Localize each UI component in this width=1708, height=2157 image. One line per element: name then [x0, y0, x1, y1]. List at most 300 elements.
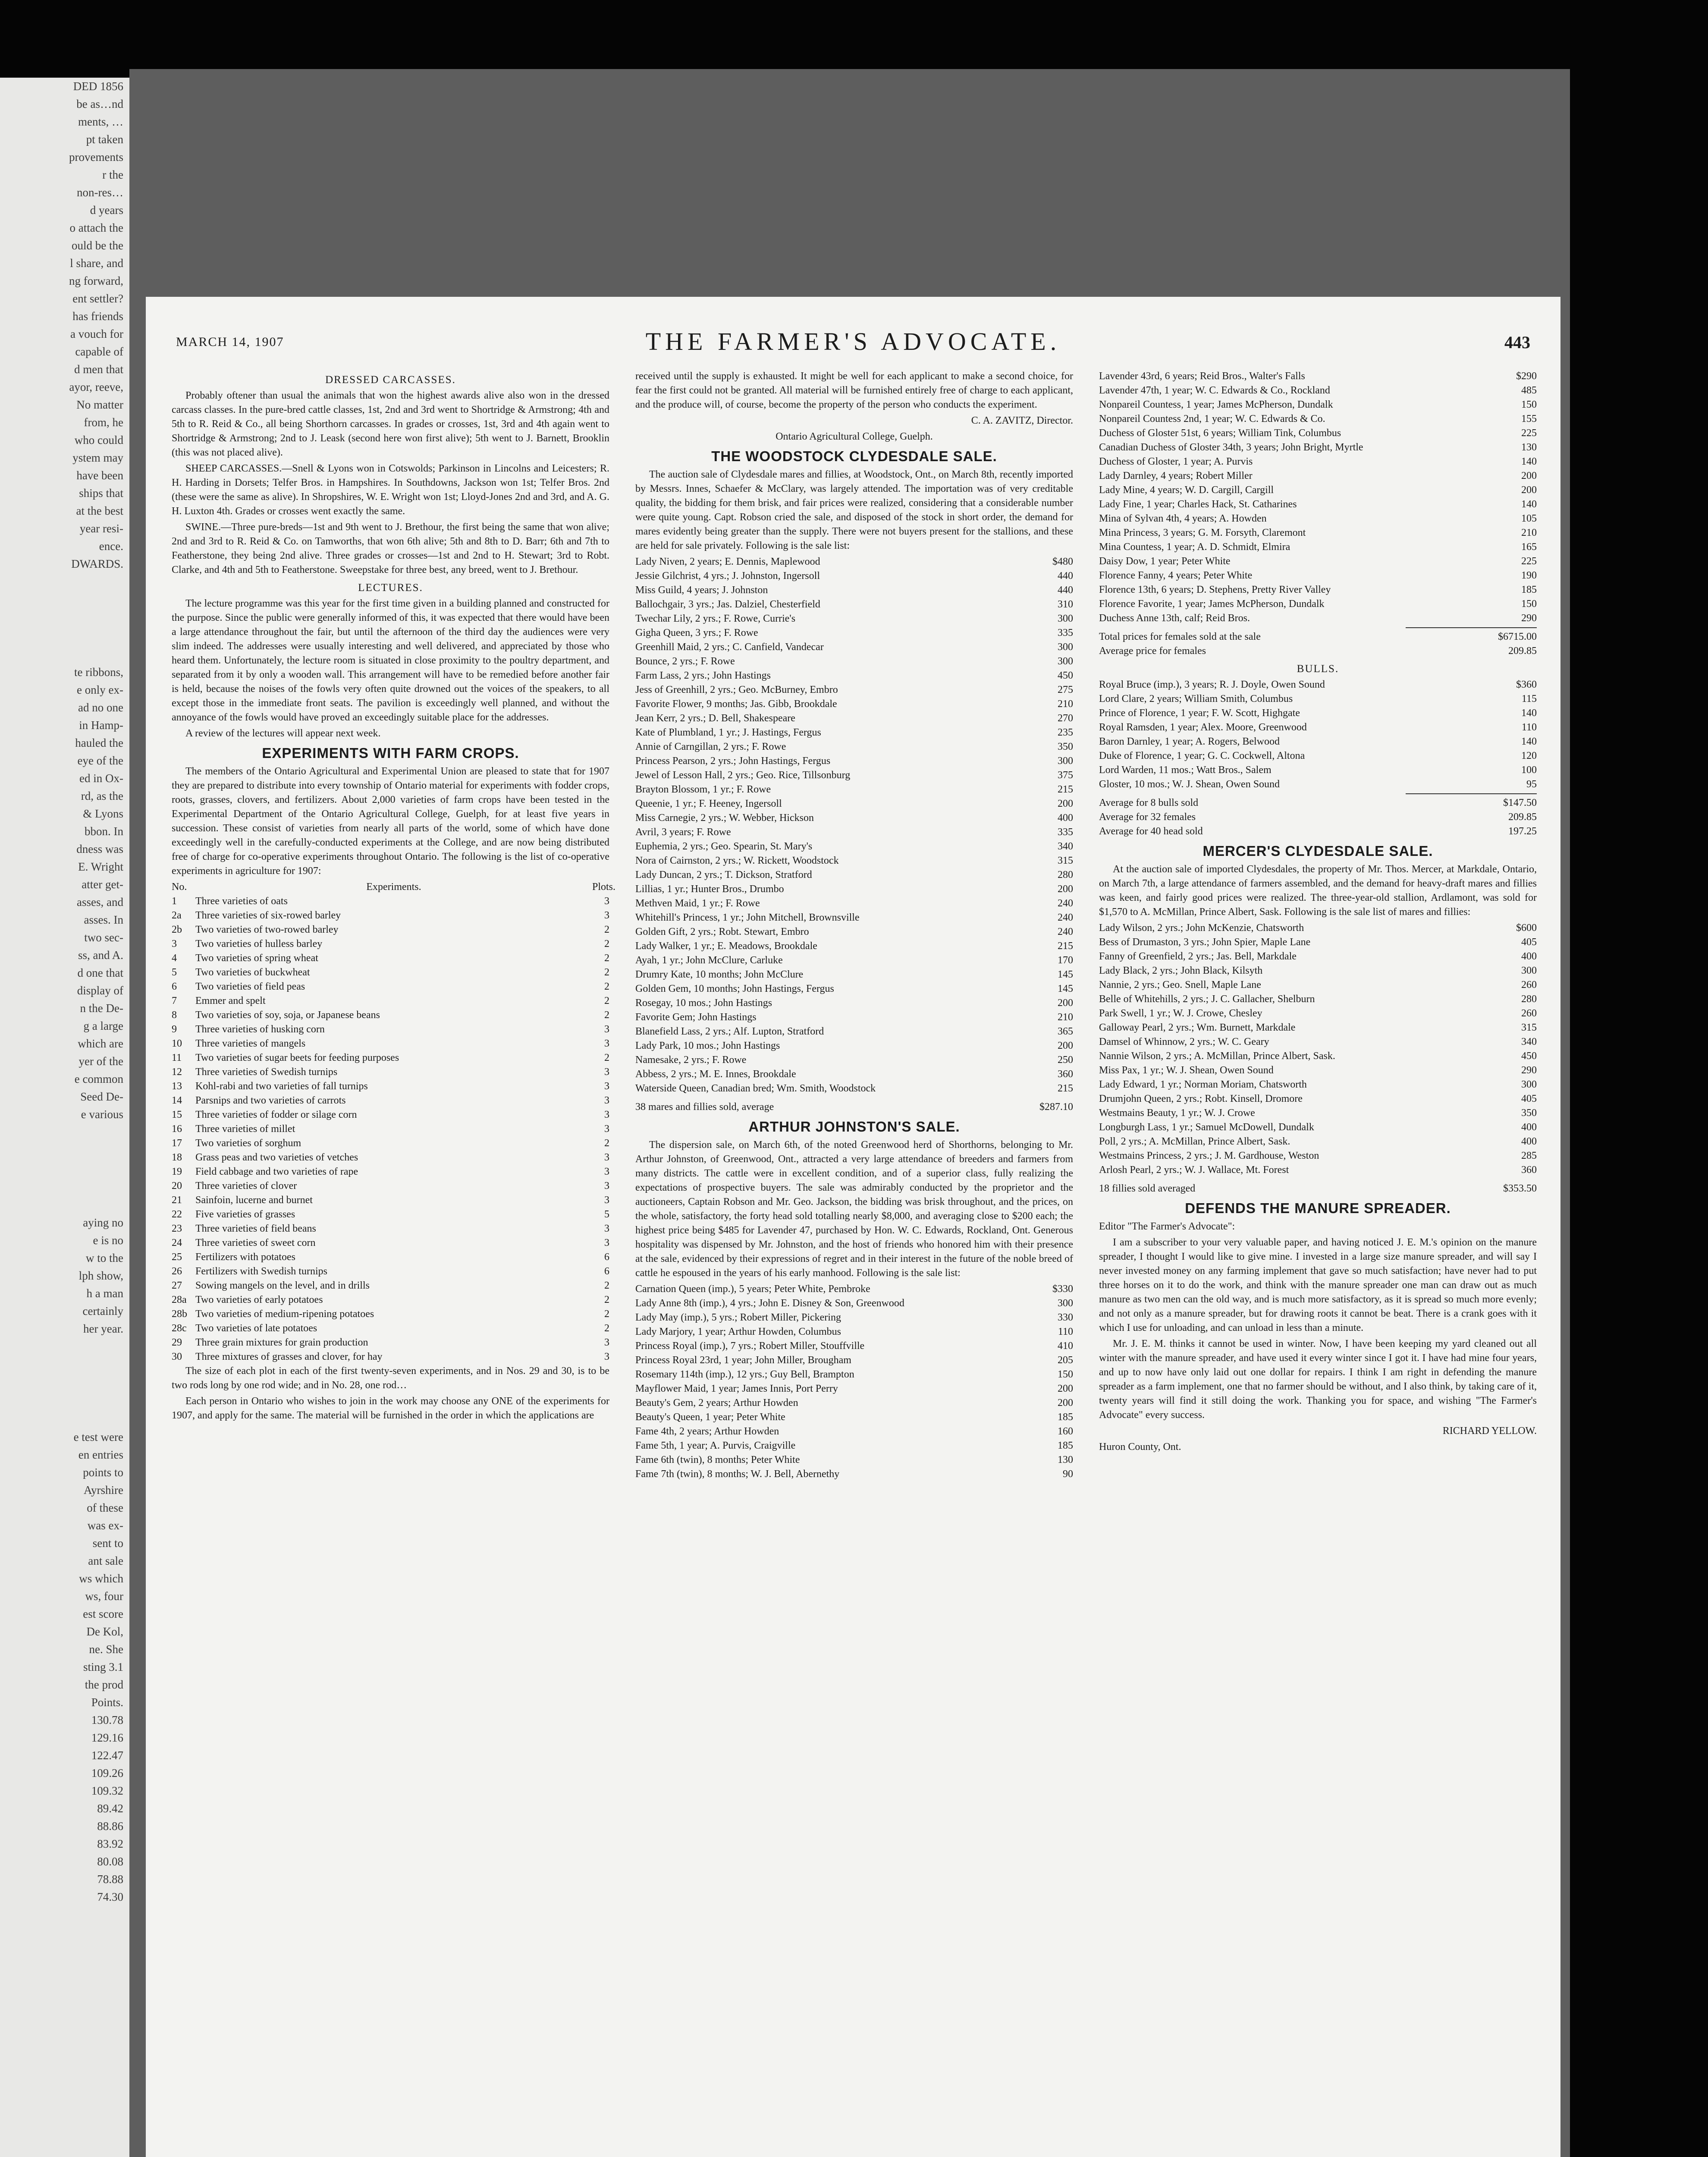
- adjacent-page-line: en entries: [78, 1448, 123, 1461]
- entry-price: 280: [1521, 994, 1537, 1005]
- entry-description: Duchess Anne 13th, calf; Reid Bros.: [1099, 613, 1250, 624]
- experiment-plots: 2: [604, 924, 609, 935]
- experiment-name: Two varieties of field peas: [195, 981, 305, 992]
- section-title-dressed-carcasses: DRESSED CARCASSES.: [325, 374, 456, 386]
- adjacent-page-line: ws which: [79, 1572, 123, 1585]
- experiment-row: [172, 1037, 609, 1051]
- sale-entry: [635, 583, 1073, 597]
- entry-price: 215: [1058, 784, 1073, 795]
- article-title-woodstock-sale: THE WOODSTOCK CLYDESDALE SALE.: [711, 448, 997, 464]
- entry-price: 200: [1058, 1383, 1073, 1394]
- experiment-row: [172, 1293, 609, 1307]
- average-line: [1099, 824, 1537, 839]
- experiment-row: [172, 1222, 609, 1236]
- experiment-row: [172, 1264, 609, 1279]
- entry-description: Florence 13th, 6 years; D. Stephens, Pretty River Valley: [1099, 584, 1331, 595]
- entry-description: Lady Niven, 2 years; E. Dennis, Maplewood: [635, 556, 820, 567]
- sale-entry: [635, 783, 1073, 797]
- sale-entry: [1099, 921, 1537, 935]
- entry-price: 200: [1521, 484, 1537, 496]
- sale-entry: [635, 1396, 1073, 1410]
- entry-description: Canadian Duchess of Gloster 34th, 3 years; John Bright, Myrtle: [1099, 442, 1363, 453]
- sale-entry: [1099, 1135, 1537, 1149]
- experiment-row: [172, 1165, 609, 1179]
- experiment-number: 28a: [172, 1294, 187, 1305]
- adjacent-page-line: asses, and: [77, 896, 123, 909]
- paragraph-continued: received until the supply is exhausted. It might be well for each applicant to make a second choice, for fear the first could not be granted. All material will be furnished entirely free of charge to each applicant, and the produce will, of course, become the property of the person who conducts the experiment.: [635, 371, 1073, 410]
- entry-price: 300: [1058, 613, 1073, 624]
- experiment-number: 12: [172, 1066, 182, 1078]
- experiment-name: Emmer and spelt: [195, 995, 266, 1006]
- experiment-number: 29: [172, 1337, 182, 1348]
- sale-entry: [635, 569, 1073, 583]
- sale-entry: [635, 1439, 1073, 1453]
- adjacent-page-line: eye of the: [77, 754, 123, 767]
- experiment-number: 6: [172, 981, 177, 992]
- entry-description: Gigha Queen, 3 yrs.; F. Rowe: [635, 627, 758, 638]
- entry-price: 185: [1521, 584, 1537, 595]
- sale-entry: [635, 1039, 1073, 1053]
- adjacent-page-line: lph show,: [78, 1269, 123, 1282]
- sale-entry: [1099, 569, 1537, 583]
- sale-entry: [635, 1067, 1073, 1082]
- adjacent-page-line: 74.30: [97, 1890, 123, 1903]
- experiment-plots: 3: [604, 1152, 609, 1163]
- entry-description: Lady May (imp.), 5 yrs.; Robert Miller, Pickering: [635, 1312, 841, 1323]
- entry-description: Royal Ramsden, 1 year; Alex. Moore, Greenwood: [1099, 722, 1307, 733]
- entry-description: Florence Fanny, 4 years; Peter White: [1099, 570, 1253, 581]
- entry-description: Total prices for females sold at the sale: [1099, 631, 1261, 642]
- entry-price: 130: [1058, 1454, 1073, 1465]
- column-middle: [635, 369, 1073, 1481]
- experiment-name: Two varieties of sugar beets for feeding purposes: [195, 1052, 399, 1063]
- adjacent-page-line: pt taken: [86, 133, 123, 146]
- entry-price: 210: [1521, 527, 1537, 538]
- entry-price: 110: [1058, 1326, 1073, 1337]
- sale-entry: [1099, 749, 1537, 763]
- experiment-row: [172, 1094, 609, 1108]
- entry-price: 100: [1521, 764, 1537, 776]
- signature-place: Ontario Agricultural College, Guelph.: [776, 431, 933, 442]
- entry-description: Westmains Beauty, 1 yr.; W. J. Crowe: [1099, 1107, 1255, 1119]
- adjacent-page-line: has friends: [72, 310, 123, 323]
- entry-price: 200: [1058, 997, 1073, 1009]
- paragraph: The auction sale of Clydesdale mares and fillies, at Woodstock, Ont., on March 8th, recently imported by Messrs. Innes, Schaefer & McClary, was largely attended. The importation was of very creditable quality, the bidding for them brisk, and fair prices were realized, considering that a considerable number were quite young. Capt. Robson cried the sale, and disposed of the stock in short order, the demand for mares evidently being greater than the supply. There were not buyers present for the stallions, and these are held for sale privately. Following is the sale list:: [635, 469, 1073, 551]
- sale-entry: [635, 996, 1073, 1010]
- entry-price: $600: [1516, 922, 1537, 934]
- entry-price: 150: [1521, 399, 1537, 410]
- entry-price: 340: [1521, 1036, 1537, 1047]
- entry-description: Miss Carnegie, 2 yrs.; W. Webber, Hickson: [635, 812, 814, 824]
- adjacent-page-line: asses. In: [84, 913, 123, 926]
- entry-description: Fame 7th (twin), 8 months; W. J. Bell, Abernethy: [635, 1468, 840, 1480]
- sale-entry: [1099, 706, 1537, 720]
- adjacent-page-strip: [0, 78, 129, 2157]
- sale-entry: [635, 768, 1073, 783]
- adjacent-page-line: r the: [102, 168, 123, 181]
- adjacent-page-line: ne. She: [89, 1643, 123, 1656]
- sale-entry: [1099, 426, 1537, 440]
- entry-price: 90: [1063, 1468, 1073, 1480]
- entry-description: Average price for females: [1099, 645, 1206, 657]
- entry-description: Lavender 43rd, 6 years; Reid Bros., Walter's Falls: [1099, 371, 1305, 382]
- adjacent-page-line: ant sale: [88, 1554, 123, 1567]
- entry-description: Prince of Florence, 1 year; F. W. Scott, Highgate: [1099, 707, 1300, 719]
- entry-price: 315: [1521, 1022, 1537, 1033]
- experiment-plots: 2: [604, 967, 609, 978]
- sale-entry: [1099, 483, 1537, 497]
- experiment-plots: 3: [604, 1351, 609, 1362]
- section-title-bulls: BULLS.: [1297, 663, 1339, 675]
- experiment-name: Parsnips and two varieties of carrots: [195, 1095, 346, 1106]
- adjacent-page-line: te ribbons,: [74, 666, 123, 679]
- entry-price: 360: [1058, 1069, 1073, 1080]
- entry-price: 400: [1521, 1136, 1537, 1147]
- sale-entry: [635, 1025, 1073, 1039]
- entry-price: 200: [1058, 884, 1073, 895]
- total-value: $353.50: [1503, 1183, 1537, 1194]
- experiment-row: [172, 1279, 609, 1293]
- entry-description: Florence Favorite, 1 year; James McPherson, Dundalk: [1099, 598, 1325, 610]
- experiment-name: Three varieties of six-rowed barley: [195, 910, 341, 921]
- experiment-number: 16: [172, 1123, 182, 1135]
- experiment-row: [172, 1022, 609, 1037]
- experiment-number: 22: [172, 1209, 182, 1220]
- experiment-name: Fertilizers with Swedish turnips: [195, 1266, 327, 1277]
- entry-description: Nannie, 2 yrs.; Geo. Snell, Maple Lane: [1099, 979, 1261, 990]
- entry-description: Nora of Cairnston, 2 yrs.; W. Rickett, Woodstock: [635, 855, 839, 866]
- sale-entry: [635, 726, 1073, 740]
- adjacent-page-line: capable of: [75, 345, 123, 358]
- experiment-row: [172, 1207, 609, 1222]
- johnston-sale-list: [635, 1282, 1073, 1481]
- experiment-name: Two varieties of soy, soja, or Japanese beans: [195, 1009, 380, 1021]
- entry-price: 400: [1521, 951, 1537, 962]
- adjacent-page-line: have been: [76, 469, 123, 482]
- entry-description: Lord Warden, 11 mos.; Watt Bros., Salem: [1099, 764, 1272, 776]
- entry-price: 200: [1058, 1397, 1073, 1409]
- experiment-name: Two varieties of sorghum: [195, 1138, 301, 1149]
- paragraph: SHEEP CARCASSES.—Snell & Lyons won in Cotswolds; Parkinson in Lincolns and Leicesters; R. H. Harding in Dorsets; Telfer Bros. in Hampshires. In Southdowns, Jackson won 1st; Telfer Bros. 2nd (these were the same as alive). In Shropshires, W. E. Wright won 1st; Lloyd-Jones 2nd and 3rd, and A. G. H. Luxton 4th. Grades or crosses went exactly the same.: [172, 463, 609, 517]
- adjacent-page-line: w to the: [86, 1251, 123, 1264]
- adjacent-page-line: est score: [83, 1607, 123, 1620]
- entry-description: Longburgh Lass, 1 yr.; Samuel McDowell, Dundalk: [1099, 1122, 1314, 1133]
- adjacent-page-line: two sec-: [84, 931, 123, 944]
- experiment-row: [172, 909, 609, 923]
- bulls-list: [1099, 678, 1537, 792]
- entry-price: 400: [1521, 1122, 1537, 1133]
- entry-description: Waterside Queen, Canadian bred; Wm. Smith, Woodstock: [635, 1083, 876, 1094]
- entry-price: 365: [1058, 1026, 1073, 1037]
- experiment-number: 28c: [172, 1323, 187, 1334]
- sale-entry: [1099, 1006, 1537, 1021]
- entry-price: 270: [1058, 713, 1073, 724]
- sale-entry: [1099, 1106, 1537, 1120]
- adjacent-page-text-lower: [0, 1214, 129, 1338]
- experiment-name: Three varieties of fodder or silage corn: [195, 1109, 357, 1120]
- adjacent-page-line: h a man: [86, 1287, 123, 1300]
- entry-price: $330: [1052, 1283, 1073, 1295]
- sale-entry: [635, 1424, 1073, 1439]
- entry-price: 400: [1058, 812, 1073, 824]
- newspaper-page: [146, 297, 1560, 2157]
- entry-price: 300: [1058, 641, 1073, 653]
- experiment-row: [172, 994, 609, 1008]
- entry-description: Annie of Carngillan, 2 yrs.; F. Rowe: [635, 741, 786, 752]
- sale-entry: [635, 1467, 1073, 1481]
- adjacent-page-line: ayor, reeve,: [69, 380, 123, 393]
- issue-date: MARCH 14, 1907: [176, 335, 284, 349]
- entry-description: Lady Marjory, 1 year; Arthur Howden, Columbus: [635, 1326, 841, 1337]
- entry-price: 200: [1521, 470, 1537, 481]
- entry-description: Average for 40 head sold: [1099, 826, 1203, 837]
- experiment-number: 26: [172, 1266, 182, 1277]
- entry-description: Damsel of Whinnow, 2 yrs.; W. C. Geary: [1099, 1036, 1269, 1047]
- adjacent-page-line: d men that: [74, 363, 123, 376]
- entry-price: 185: [1058, 1440, 1073, 1451]
- sale-entry: [635, 1010, 1073, 1025]
- experiment-number: 1: [172, 896, 177, 907]
- experiment-plots: 3: [604, 1081, 609, 1092]
- entry-description: Princess Royal (imp.), 7 yrs.; Robert Miller, Stouffville: [635, 1340, 865, 1352]
- sale-entry: [1099, 1063, 1537, 1078]
- experiment-name: Two varieties of late potatoes: [195, 1323, 317, 1334]
- experiment-name: Three grain mixtures for grain production: [195, 1337, 368, 1348]
- woodstock-sale-list: [635, 555, 1073, 1096]
- experiment-number: 27: [172, 1280, 182, 1291]
- entry-price: 290: [1521, 613, 1537, 624]
- sale-entry: [1099, 735, 1537, 749]
- sale-entry: [1099, 497, 1537, 512]
- entry-description: Methven Maid, 1 yr.; F. Rowe: [635, 898, 760, 909]
- experiment-number: 11: [172, 1052, 182, 1063]
- paragraph: The size of each plot in each of the first twenty-seven experiments, and in Nos. 29 and 30, is to be two rods long by one rod wide; and in No. 28, one rod…: [172, 1365, 609, 1391]
- adjacent-page-line: yer of the: [78, 1055, 123, 1068]
- experiment-plots: 3: [604, 1066, 609, 1078]
- entry-price: 140: [1521, 736, 1537, 747]
- adjacent-page-line: ss, and A.: [78, 949, 123, 962]
- entry-description: Miss Guild, 4 years; J. Johnston: [635, 585, 768, 596]
- sale-entry: [635, 982, 1073, 996]
- adjacent-page-text-top: [0, 78, 129, 573]
- entry-description: Royal Bruce (imp.), 3 years; R. J. Doyle, Owen Sound: [1099, 679, 1325, 690]
- sale-entry: [1099, 554, 1537, 569]
- experiment-plots: 5: [604, 1209, 609, 1220]
- entry-description: Arlosh Pearl, 2 yrs.; W. J. Wallace, Mt. Forest: [1099, 1164, 1289, 1176]
- masthead-title: THE FARMER'S ADVOCATE.: [645, 327, 1061, 355]
- experiment-row: [172, 1151, 609, 1165]
- adjacent-page-line: non-res…: [77, 186, 123, 199]
- sale-entry: [1099, 526, 1537, 540]
- entry-price: 405: [1521, 937, 1537, 948]
- entry-price: 145: [1058, 983, 1073, 994]
- sale-entry: [1099, 1092, 1537, 1106]
- experiment-number: 25: [172, 1251, 182, 1263]
- entry-price: 170: [1058, 955, 1073, 966]
- experiment-plots: 3: [604, 1237, 609, 1248]
- adjacent-page-line: e test were: [73, 1431, 123, 1443]
- adjacent-page-line: ould be the: [72, 239, 123, 252]
- experiment-row: [172, 951, 609, 965]
- sale-entry: [1099, 978, 1537, 992]
- entry-price: 190: [1521, 570, 1537, 581]
- adjacent-page-line: hauled the: [75, 736, 123, 749]
- entry-description: Galloway Pearl, 2 yrs.; Wm. Burnett, Markdale: [1099, 1022, 1296, 1033]
- entry-description: Lady Darnley, 4 years; Robert Miller: [1099, 470, 1253, 481]
- adjacent-page-line: a vouch for: [70, 327, 123, 340]
- adjacent-page-line: e only ex-: [77, 683, 123, 696]
- column-header-plots: Plots.: [592, 881, 616, 893]
- entry-price: 95: [1526, 779, 1537, 790]
- experiment-row: [172, 1307, 609, 1321]
- entry-price: 485: [1521, 385, 1537, 396]
- entry-description: Lady Anne 8th (imp.), 4 yrs.; John E. Disney & Son, Greenwood: [635, 1298, 904, 1309]
- experiment-number: 30: [172, 1351, 182, 1362]
- experiment-row: [172, 965, 609, 980]
- strip-gap: [0, 1338, 129, 1428]
- paragraph: Each person in Ontario who wishes to join in the work may choose any ONE of the experiments for 1907, and apply for the same. The material will be furnished in the order in which the applications are: [172, 1396, 609, 1421]
- entry-description: Poll, 2 yrs.; A. McMillan, Prince Albert, Sask.: [1099, 1136, 1290, 1147]
- sale-entry: [1099, 583, 1537, 597]
- sale-entry: [635, 939, 1073, 953]
- adjacent-page-line: 129.16: [91, 1731, 123, 1744]
- entry-description: Belle of Whitehills, 2 yrs.; J. C. Gallacher, Shelburn: [1099, 994, 1315, 1005]
- entry-price: 300: [1521, 1079, 1537, 1090]
- entry-price: 260: [1521, 979, 1537, 990]
- sale-entry: [635, 1053, 1073, 1067]
- entry-description: Jewel of Lesson Hall, 2 yrs.; Geo. Rice, Tillsonburg: [635, 770, 851, 781]
- experiment-name: Sowing mangels on the level, and in drills: [195, 1280, 370, 1291]
- experiment-row: [172, 1236, 609, 1250]
- experiment-row: [172, 1321, 609, 1336]
- entry-description: Golden Gem, 10 months; John Hastings, Fergus: [635, 983, 834, 994]
- entry-description: Fame 5th, 1 year; A. Purvis, Craigville: [635, 1440, 796, 1451]
- entry-description: Lady Edward, 1 yr.; Norman Moriam, Chatsworth: [1099, 1079, 1307, 1090]
- entry-price: 335: [1058, 627, 1073, 638]
- entry-description: Nonpareil Countess, 1 year; James McPherson, Dundalk: [1099, 399, 1333, 410]
- experiment-plots: 3: [604, 1024, 609, 1035]
- woodstock-sale-total: [635, 1100, 1073, 1114]
- sale-entry: [635, 640, 1073, 654]
- adjacent-page-line: No matter: [76, 398, 123, 411]
- entry-description: Daisy Dow, 1 year; Peter White: [1099, 556, 1231, 567]
- editor-salutation: Editor "The Farmer's Advocate":: [1099, 1221, 1235, 1232]
- experiment-plots: 3: [604, 1038, 609, 1049]
- entry-description: Gloster, 10 mos.; W. J. Shean, Owen Sound: [1099, 779, 1280, 790]
- paragraph: I am a subscriber to your very valuable paper, and having noticed J. E. M.'s opinion on the manure spreader, I thought I would like to give mine. I invested in a large size manure spreader, and will say I never invested money on any farming implement that gave so much satisfaction; have never had to put three horses on it to do the work, and think with the manure spreader one man can draw out as much manure as two men can the old way, and is much more satisfactory, as it is spread so much more evenly; and not only as a manure spreader, but for drawing roots it cannot be beat. There is a crank goes with it which I use for unloading, and can unload in less than a minute.: [1099, 1237, 1537, 1333]
- experiment-plots: 3: [604, 1166, 609, 1177]
- entry-price: 360: [1521, 1164, 1537, 1176]
- paragraph: SWINE.—Three pure-breds—1st and 9th went to J. Brethour, the first being the same that won alive; 2nd and 3rd to R. Reid & Co. on Tamworths, that won 6th alive; 5th and 8th to D. Barr; 6th and 7th to Featherstone, they being 2nd alive. Three grades or crosses—1st and 2nd to H. Stewart; 3rd to Robt. Clarke, and 4th and 5th to Featherstone. Sweepstake for three best, any breed, went to J. Brethour.: [172, 522, 609, 575]
- signature-place: Huron County, Ont.: [1099, 1441, 1181, 1453]
- entry-description: Rosemary 114th (imp.), 12 yrs.; Guy Bell, Brampton: [635, 1369, 854, 1380]
- adjacent-page-line: the prod: [85, 1678, 123, 1691]
- adjacent-page-text-middle: [0, 663, 129, 1123]
- experiment-number: 15: [172, 1109, 182, 1120]
- entry-price: 240: [1058, 898, 1073, 909]
- entry-description: Duchess of Gloster, 1 year; A. Purvis: [1099, 456, 1253, 467]
- sale-entry: [1099, 1149, 1537, 1163]
- entry-price: 285: [1521, 1150, 1537, 1161]
- entry-price: 200: [1058, 1040, 1073, 1051]
- adjacent-page-line: 80.08: [97, 1855, 123, 1868]
- entry-price: 315: [1058, 855, 1073, 866]
- entry-description: Nonpareil Countess 2nd, 1 year; W. C. Edwards & Co.: [1099, 413, 1325, 424]
- sale-entry: [635, 669, 1073, 683]
- adjacent-page-line: d years: [90, 204, 123, 217]
- adjacent-page-text-bottom: [0, 1428, 129, 1906]
- entry-description: Farm Lass, 2 yrs.; John Hastings: [635, 670, 771, 681]
- entry-description: Whitehill's Princess, 1 yr.; John Mitchell, Brownsville: [635, 912, 860, 923]
- entry-description: Jess of Greenhill, 2 yrs.; Geo. McBurney, Embro: [635, 684, 838, 695]
- entry-price: 197.25: [1508, 826, 1537, 837]
- entry-description: Favorite Flower, 9 months; Jas. Gibb, Brookdale: [635, 698, 837, 710]
- entry-price: 150: [1058, 1369, 1073, 1380]
- experiment-name: Three varieties of field beans: [195, 1223, 316, 1234]
- entry-price: 209.85: [1508, 811, 1537, 823]
- adjacent-page-line: Points.: [91, 1696, 123, 1709]
- entry-price: 235: [1058, 727, 1073, 738]
- entry-price: 240: [1058, 912, 1073, 923]
- experiment-row: [172, 1336, 609, 1350]
- entry-price: 209.85: [1508, 645, 1537, 657]
- adjacent-page-line: 109.26: [91, 1767, 123, 1780]
- entry-description: Princess Royal 23rd, 1 year; John Miller, Brougham: [635, 1355, 851, 1366]
- sale-entry: [635, 740, 1073, 754]
- sale-entry: [635, 626, 1073, 640]
- experiment-plots: 3: [604, 1123, 609, 1135]
- total-line: [1099, 644, 1537, 658]
- experiment-plots: 2: [604, 1323, 609, 1334]
- experiment-number: 17: [172, 1138, 182, 1149]
- sale-entry: [635, 1339, 1073, 1353]
- section-title-lectures: LECTURES.: [358, 582, 423, 594]
- paragraph: The lecture programme was this year for the first time given in a building planned and constructed for the purpose. Since the public were generally informed of this, it was expected that there would have been a large attendance throughout the fair, but until the afternoon of the third day the audiences were very slim indeed. The addresses were usually interesting and well delivered, and appreciated by those who heard them. Unfortunately, the lecture room is situated in close proximity to the poultry department, and separated from it by only a wooden wall. This arrangement will have to be remedied before another fair is held, because the noises of the fowls very often quite drowned out the voices of the speakers, to all except those in the immediate front seats. The pavilion is exceedingly well planned, and without the annoyance of the fowls would have proved an exceedingly suitable place for the addresses.: [172, 598, 609, 723]
- adjacent-page-line: 83.92: [97, 1837, 123, 1850]
- experiment-row: [172, 1350, 609, 1364]
- experiment-plots: 2: [604, 1009, 609, 1021]
- experiment-row: [172, 1065, 609, 1079]
- average-line: [1099, 796, 1537, 810]
- sale-entry: [635, 925, 1073, 939]
- entry-description: Park Swell, 1 yr.; W. J. Crowe, Chesley: [1099, 1008, 1262, 1019]
- entry-price: 155: [1521, 413, 1537, 424]
- adjacent-page-line: sting 3.1: [83, 1660, 123, 1673]
- sale-entry: [1099, 777, 1537, 792]
- adjacent-page-line: o attach the: [69, 221, 123, 234]
- sale-entry: [1099, 412, 1537, 426]
- entry-description: Beauty's Queen, 1 year; Peter White: [635, 1412, 785, 1423]
- adjacent-page-line: was ex-: [87, 1519, 123, 1532]
- sale-entry: [635, 882, 1073, 896]
- adjacent-page-line: e is no: [93, 1234, 123, 1247]
- experiment-plots: 3: [604, 1223, 609, 1234]
- experiment-name: Fertilizers with potatoes: [195, 1251, 295, 1263]
- adjacent-page-line: from, he: [84, 416, 123, 429]
- entry-price: 280: [1058, 869, 1073, 880]
- divider: [1406, 793, 1537, 794]
- entry-price: 340: [1058, 841, 1073, 852]
- sale-entry: [1099, 597, 1537, 611]
- experiment-plots: 3: [604, 1095, 609, 1106]
- experiment-row: [172, 937, 609, 951]
- sale-entry: [635, 597, 1073, 612]
- experiment-number: 19: [172, 1166, 182, 1177]
- entry-price: 225: [1521, 428, 1537, 439]
- sale-entry: [635, 968, 1073, 982]
- sale-entry: [635, 697, 1073, 711]
- adjacent-page-line: Ayrshire: [84, 1484, 123, 1497]
